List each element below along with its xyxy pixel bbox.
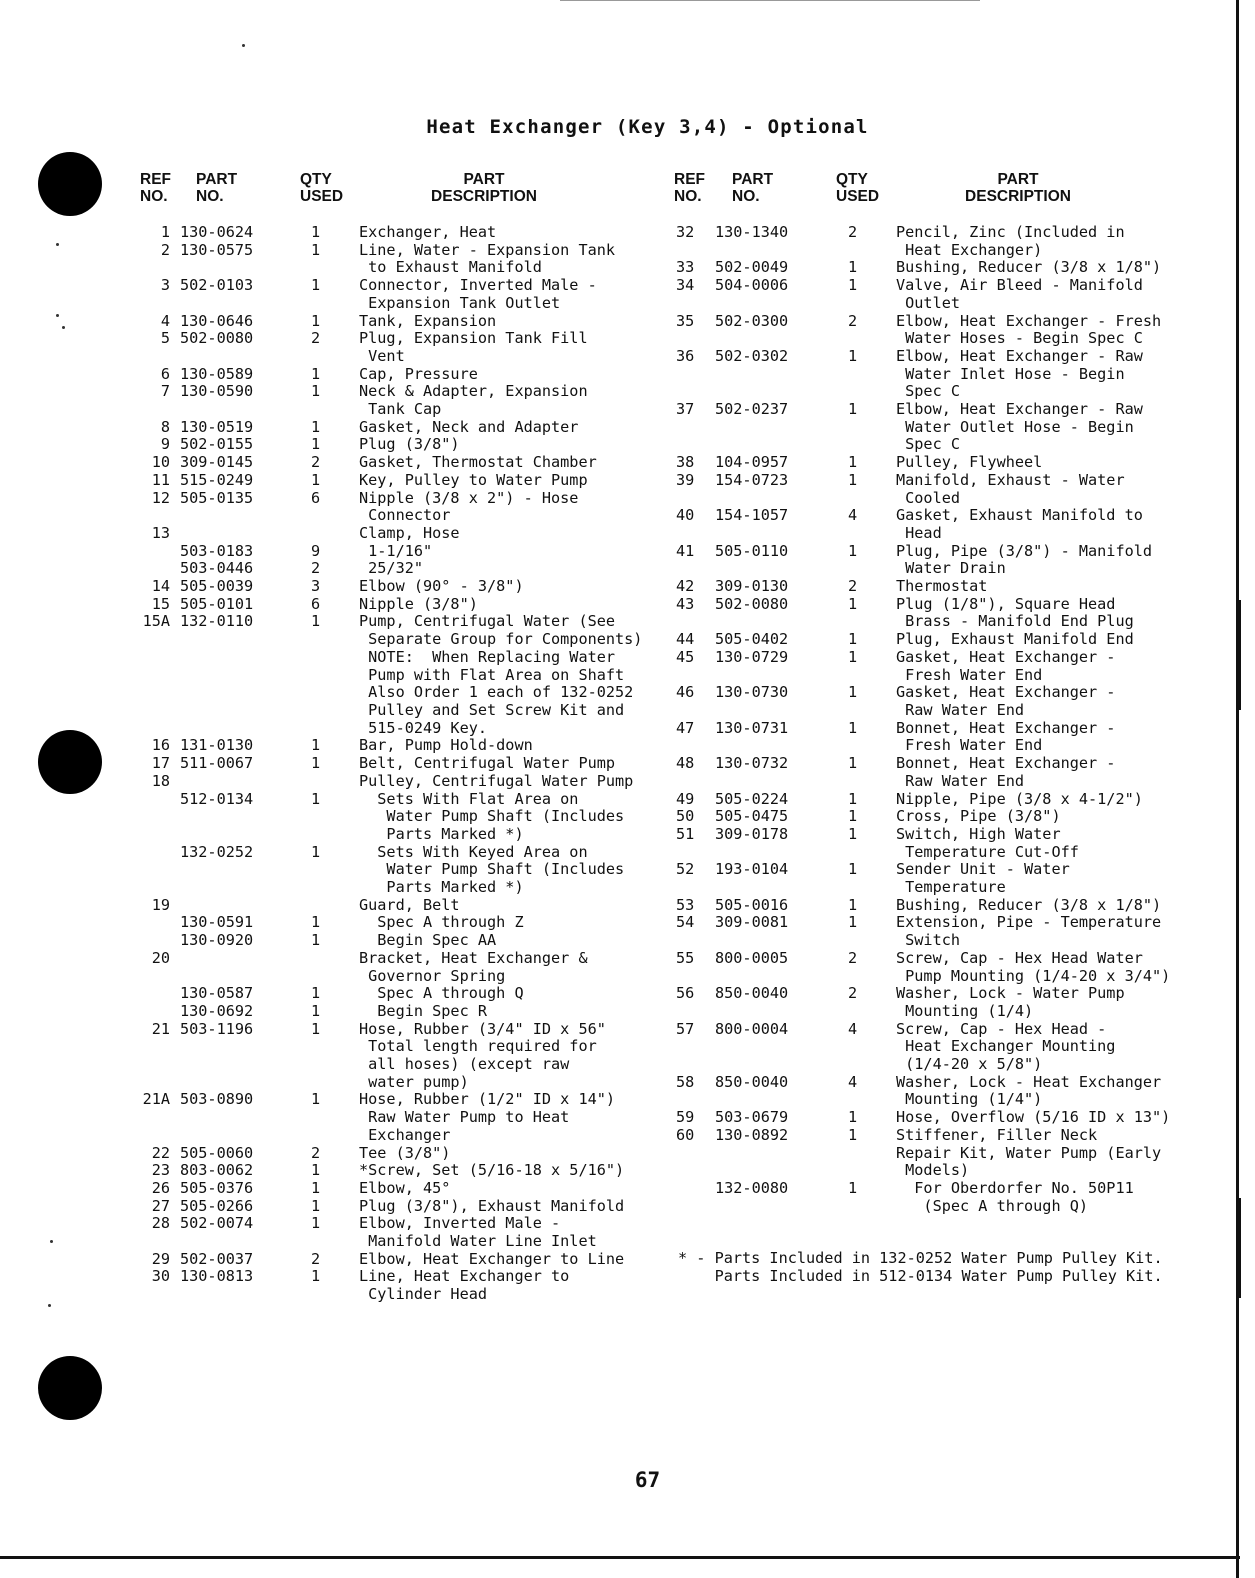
header-part-description: PART DESCRIPTION (431, 171, 537, 205)
header-ref-no: REF NO. (140, 171, 171, 205)
scan-mark (1236, 1198, 1241, 1298)
header-part-no: PART NO. (732, 171, 774, 205)
scan-edge-top (560, 0, 980, 1)
scan-speck (242, 44, 245, 47)
scan-speck (48, 1304, 51, 1307)
binder-hole-top (38, 152, 102, 216)
right-ref-column: 32 33 34 35 36 37 38 39 40 41 42 43 44 45 46 47 48 49 50 51 52 53 54 55 56 57 58 59 60 (676, 223, 695, 1144)
right-part-no-column: 130-1340 502-0049 504-0006 502-0300 502-0302 502-0237 104-0957 154-0723 154-1057 505-0110 309-0130 502-0080 505-0402 130-0729 130-0730 130-0731 130-0732 505-0224 505-0475 309-0178 193-0104 505-0016 309-0081 800-0005 850-0040 800-0004 850-0040 503-0679 130-0892 132-0080 (715, 223, 789, 1197)
left-qty-column: 1 1 1 1 2 1 1 1 1 2 1 6 9 2 3 6 1 1 1 1 1 1 1 1 1 1 1 2 1 1 1 1 2 1 (311, 223, 321, 1286)
footnote: Parts Included in 512-0134 Water Pump Pulley Kit. (678, 1267, 1163, 1285)
right-description-column: Pencil, Zinc (Included in Heat Exchanger) Bushing, Reducer (3/8 x 1/8") Valve, Air Bleed - Manifold Outlet Elbow, Heat Exchanger - Fresh Water Hoses - Begin Spec C Elbow, Heat Exchanger - Raw Water Inlet Hose - Begin Spec C Elbow, Heat Exchanger - Raw Water Outlet Hose - Begin Spec C Pulley, Flywheel Manifold, Exhaust - Water Cooled Gasket, Exhaust Manifold to Head Plug, Pipe (3/8") - Manifold Water Drain Thermostat Plug (1/8"), Square Head Brass - Manifold End Plug Plug, Exhaust Manifold End Gasket, Heat Exchanger - Fresh Water End Gasket, Heat Exchanger - Raw Water End Bonnet, Heat Exchanger - Fresh Water End Bonnet, Heat Exchanger - Raw Water End Nipple, Pipe (3/8 x 4-1/2") Cross, Pipe (3/8") Switch, High Water Temperature Cut-Off Sender Unit - Water Temperature Bushing, Reducer (3/8 x 1/8") Extension, Pipe - Temperature Switch Screw, Cap - Hex Head Water Pump Mounting (1/4-20 x 3/4") Washer, Lock - Water Pump Mounting (1/4) Screw, Cap - Hex Head - Heat Exchanger Mounting (1/4-20 x 5/8") Washer, Lock - Heat Exchanger Mounting (1/4") Hose, Overflow (5/16 ID x 13") Stiffener, Filler Neck Repair Kit, Water Pump (Early Models) For Oberdorfer No. 50P11 (Spec A through Q) (896, 223, 1171, 1215)
scan-speck (62, 326, 65, 329)
binder-hole-middle (38, 730, 102, 794)
left-ref-column: 1 2 3 4 5 6 7 8 9 10 11 12 13 14 15 15A 16 17 18 19 20 21 21A 22 23 26 27 28 29 30 (142, 223, 170, 1286)
right-qty-column: 2 1 1 2 1 1 1 1 4 1 2 1 1 1 1 1 1 1 1 1 1 1 1 2 2 4 4 1 1 1 (848, 223, 858, 1197)
header-qty-used: QTY USED (300, 171, 344, 205)
page-number: 67 (634, 1468, 661, 1492)
left-part-no-column: 130-0624 130-0575 502-0103 130-0646 502-0080 130-0589 130-0590 130-0519 502-0155 309-0145 515-0249 505-0135 503-0183 503-0446 505-0039 505-0101 132-0110 131-0130 511-0067 512-0134 132-0252 130-0591 130-0920 130-0587 130-0692 503-1196 503-0890 505-0060 803-0062 505-0376 505-0266 502-0074 502-0037 130-0813 (180, 223, 254, 1286)
page-title: Heat Exchanger (Key 3,4) - Optional (426, 116, 869, 138)
scan-speck (50, 1240, 53, 1243)
scan-speck (56, 243, 59, 246)
binder-hole-bottom (38, 1356, 102, 1420)
left-description-column: Exchanger, Heat Line, Water - Expansion Tank to Exhaust Manifold Connector, Inverted Male - Expansion Tank Outlet Tank, Expansion Plug, Expansion Tank Fill Vent Cap, Pressure Neck & Adapter, Expansion Tank Cap Gasket, Neck and Adapter Plug (3/8") Gasket, Thermostat Chamber Key, Pulley to Water Pump Nipple (3/8 x 2") - Hose Connector Clamp, Hose 1-1/16" 25/32" Elbow (90° - 3/8") Nipple (3/8") Pump, Centrifugal Water (See Separate Group for Components) NOTE: When Replacing Water Pump with Flat Area on Shaft Also Order 1 each of 132-0252 Pulley and Set Screw Kit and 515-0249 Key. Bar, Pump Hold-down Belt, Centrifugal Water Pump Pulley, Centrifugal Water Pump Sets With Flat Area on Water Pump Shaft (Includes Parts Marked *) Sets With Keyed Area on Water Pump Shaft (Includes Parts Marked *) Guard, Belt Spec A through Z Begin Spec AA Bracket, Heat Exchanger & Governor Spring Spec A through Q Begin Spec R Hose, Rubber (3/4" ID x 56" Total length required for all hoses) (except raw water pump) Hose, Rubber (1/2" ID x 14") Raw Water Pump to Heat Exchanger Tee (3/8") *Screw, Set (5/16-18 x 5/16") Elbow, 45° Plug (3/8"), Exhaust Manifold Elbow, Inverted Male - Manifold Water Line Inlet Elbow, Heat Exchanger to Line Line, Heat Exchanger to Cylinder Head (359, 223, 643, 1304)
header-part-description: PART DESCRIPTION (965, 171, 1071, 205)
footnote: * - Parts Included in 132-0252 Water Pump Pulley Kit. (678, 1249, 1163, 1267)
scan-mark (1236, 600, 1241, 710)
header-ref-no: REF NO. (674, 171, 705, 205)
scan-edge-bottom (0, 1556, 1240, 1559)
scan-speck (56, 314, 59, 317)
header-qty-used: QTY USED (836, 171, 880, 205)
header-part-no: PART NO. (196, 171, 238, 205)
scan-edge-right (1236, 0, 1239, 1578)
